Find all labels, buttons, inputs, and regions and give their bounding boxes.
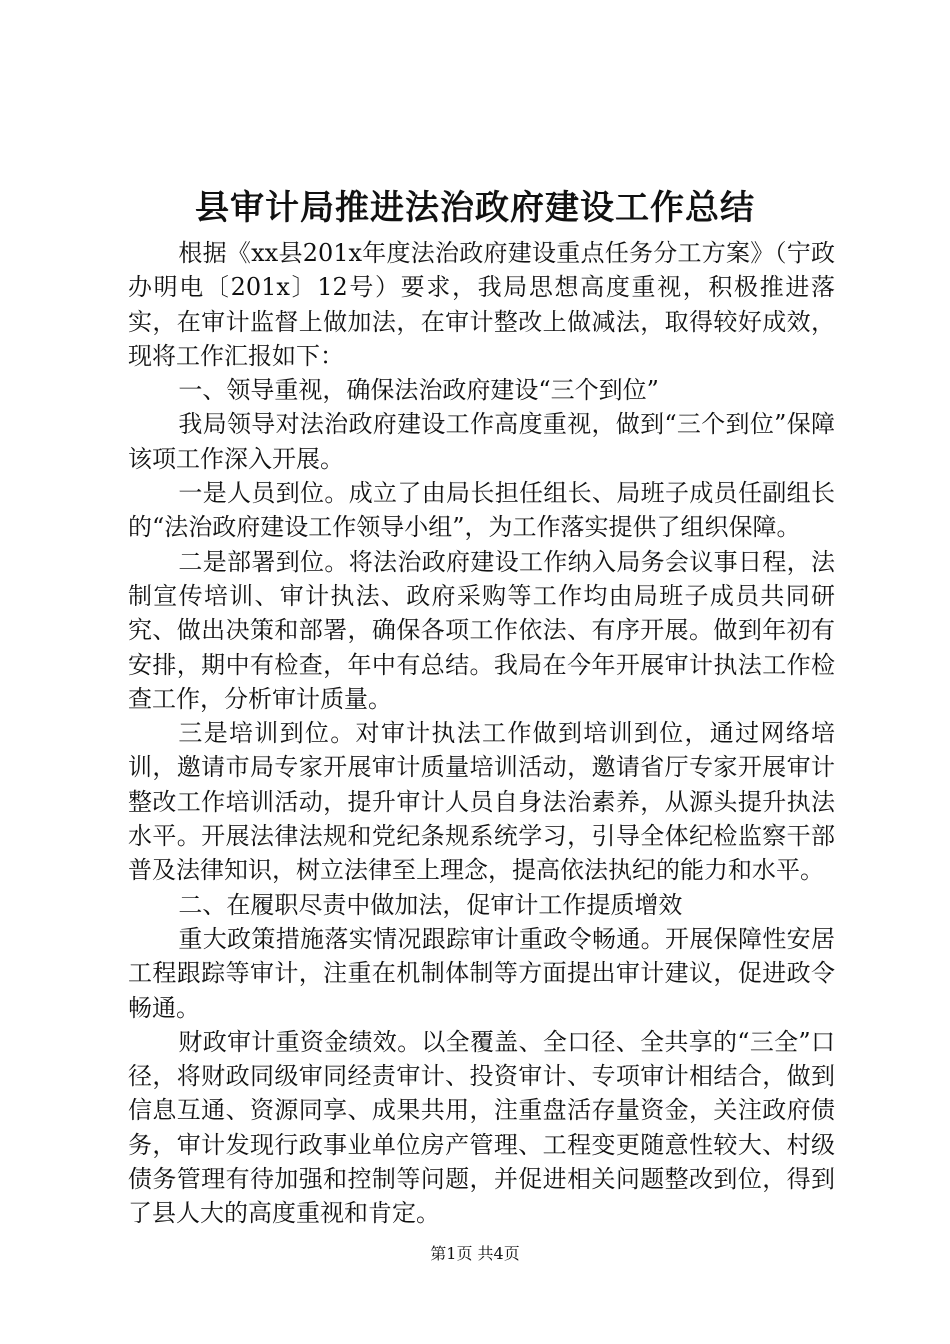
paragraph: 三是培训到位。对审计执法工作做到培训到位，通过网络培训，邀请市局专家开展审计质量培训活动，邀请省厅专家开展审计整改工作培训活动，提升审计人员自身法治素养，从源头提升执法水平。开展法律法规和党纪条规系统学习，引导全体纪检监察干部普及法律知识，树立法律至上理念，提高依法执纪的能力和水平。: [128, 719, 835, 885]
paragraph: 我局领导对法治政府建设工作高度重视，做到“三个到位”保障该项工作深入开展。: [128, 410, 835, 473]
section-heading-2: 二、在履职尽责中做加法，促审计工作提质增效: [178, 890, 683, 919]
section-heading-1: 一、领导重视，确保法治政府建设“三个到位”: [178, 376, 659, 405]
paragraph: 财政审计重资金绩效。以全覆盖、全口径、全共享的“三全”口径，将财政同级审同经责审计、投资审计、专项审计相结合，做到信息互通、资源同享、成果共用，注重盘活存量资金，关注政府债务，审计发现行政事业单位房产管理、工程变更随意性较大、村级债务管理有待加强和控制等问题，并促进相关问题整改到位，得到了县人大的高度重视和肯定。: [128, 1027, 835, 1228]
paragraph: 二是部署到位。将法治政府建设工作纳入局务会议事日程，法制宣传培训、审计执法、政府采购等工作均由局班子成员共同研究、做出决策和部署，确保各项工作依法、有序开展。做到年初有安排，期中有检查，年中有总结。我局在今年开展审计执法工作检查工作，分析审计质量。: [128, 547, 835, 713]
page-number-footer: 第1页 共4页: [430, 1244, 520, 1263]
paragraph-intro: 根据《xx县201x年度法治政府建设重点任务分工方案》（宁政办明电〔201x〕12号）要求，我局思想高度重视，积极推进落实，在审计监督上做加法，在审计整改上做减法，取得较好成效，现将工作汇报如下：: [128, 239, 835, 370]
document-title: 县审计局推进法治政府建设工作总结: [195, 188, 755, 228]
document-body: [128, 236, 835, 1231]
paragraph: 重大政策措施落实情况跟踪审计重政令畅通。开展保障性安居工程跟踪等审计，注重在机制体制等方面提出审计建议，促进政令畅通。: [128, 924, 835, 1022]
paragraph: 一是人员到位。成立了由局长担任组长、局班子成员任副组长的“法治政府建设工作领导小组”，为工作落实提供了组织保障。: [128, 479, 835, 542]
